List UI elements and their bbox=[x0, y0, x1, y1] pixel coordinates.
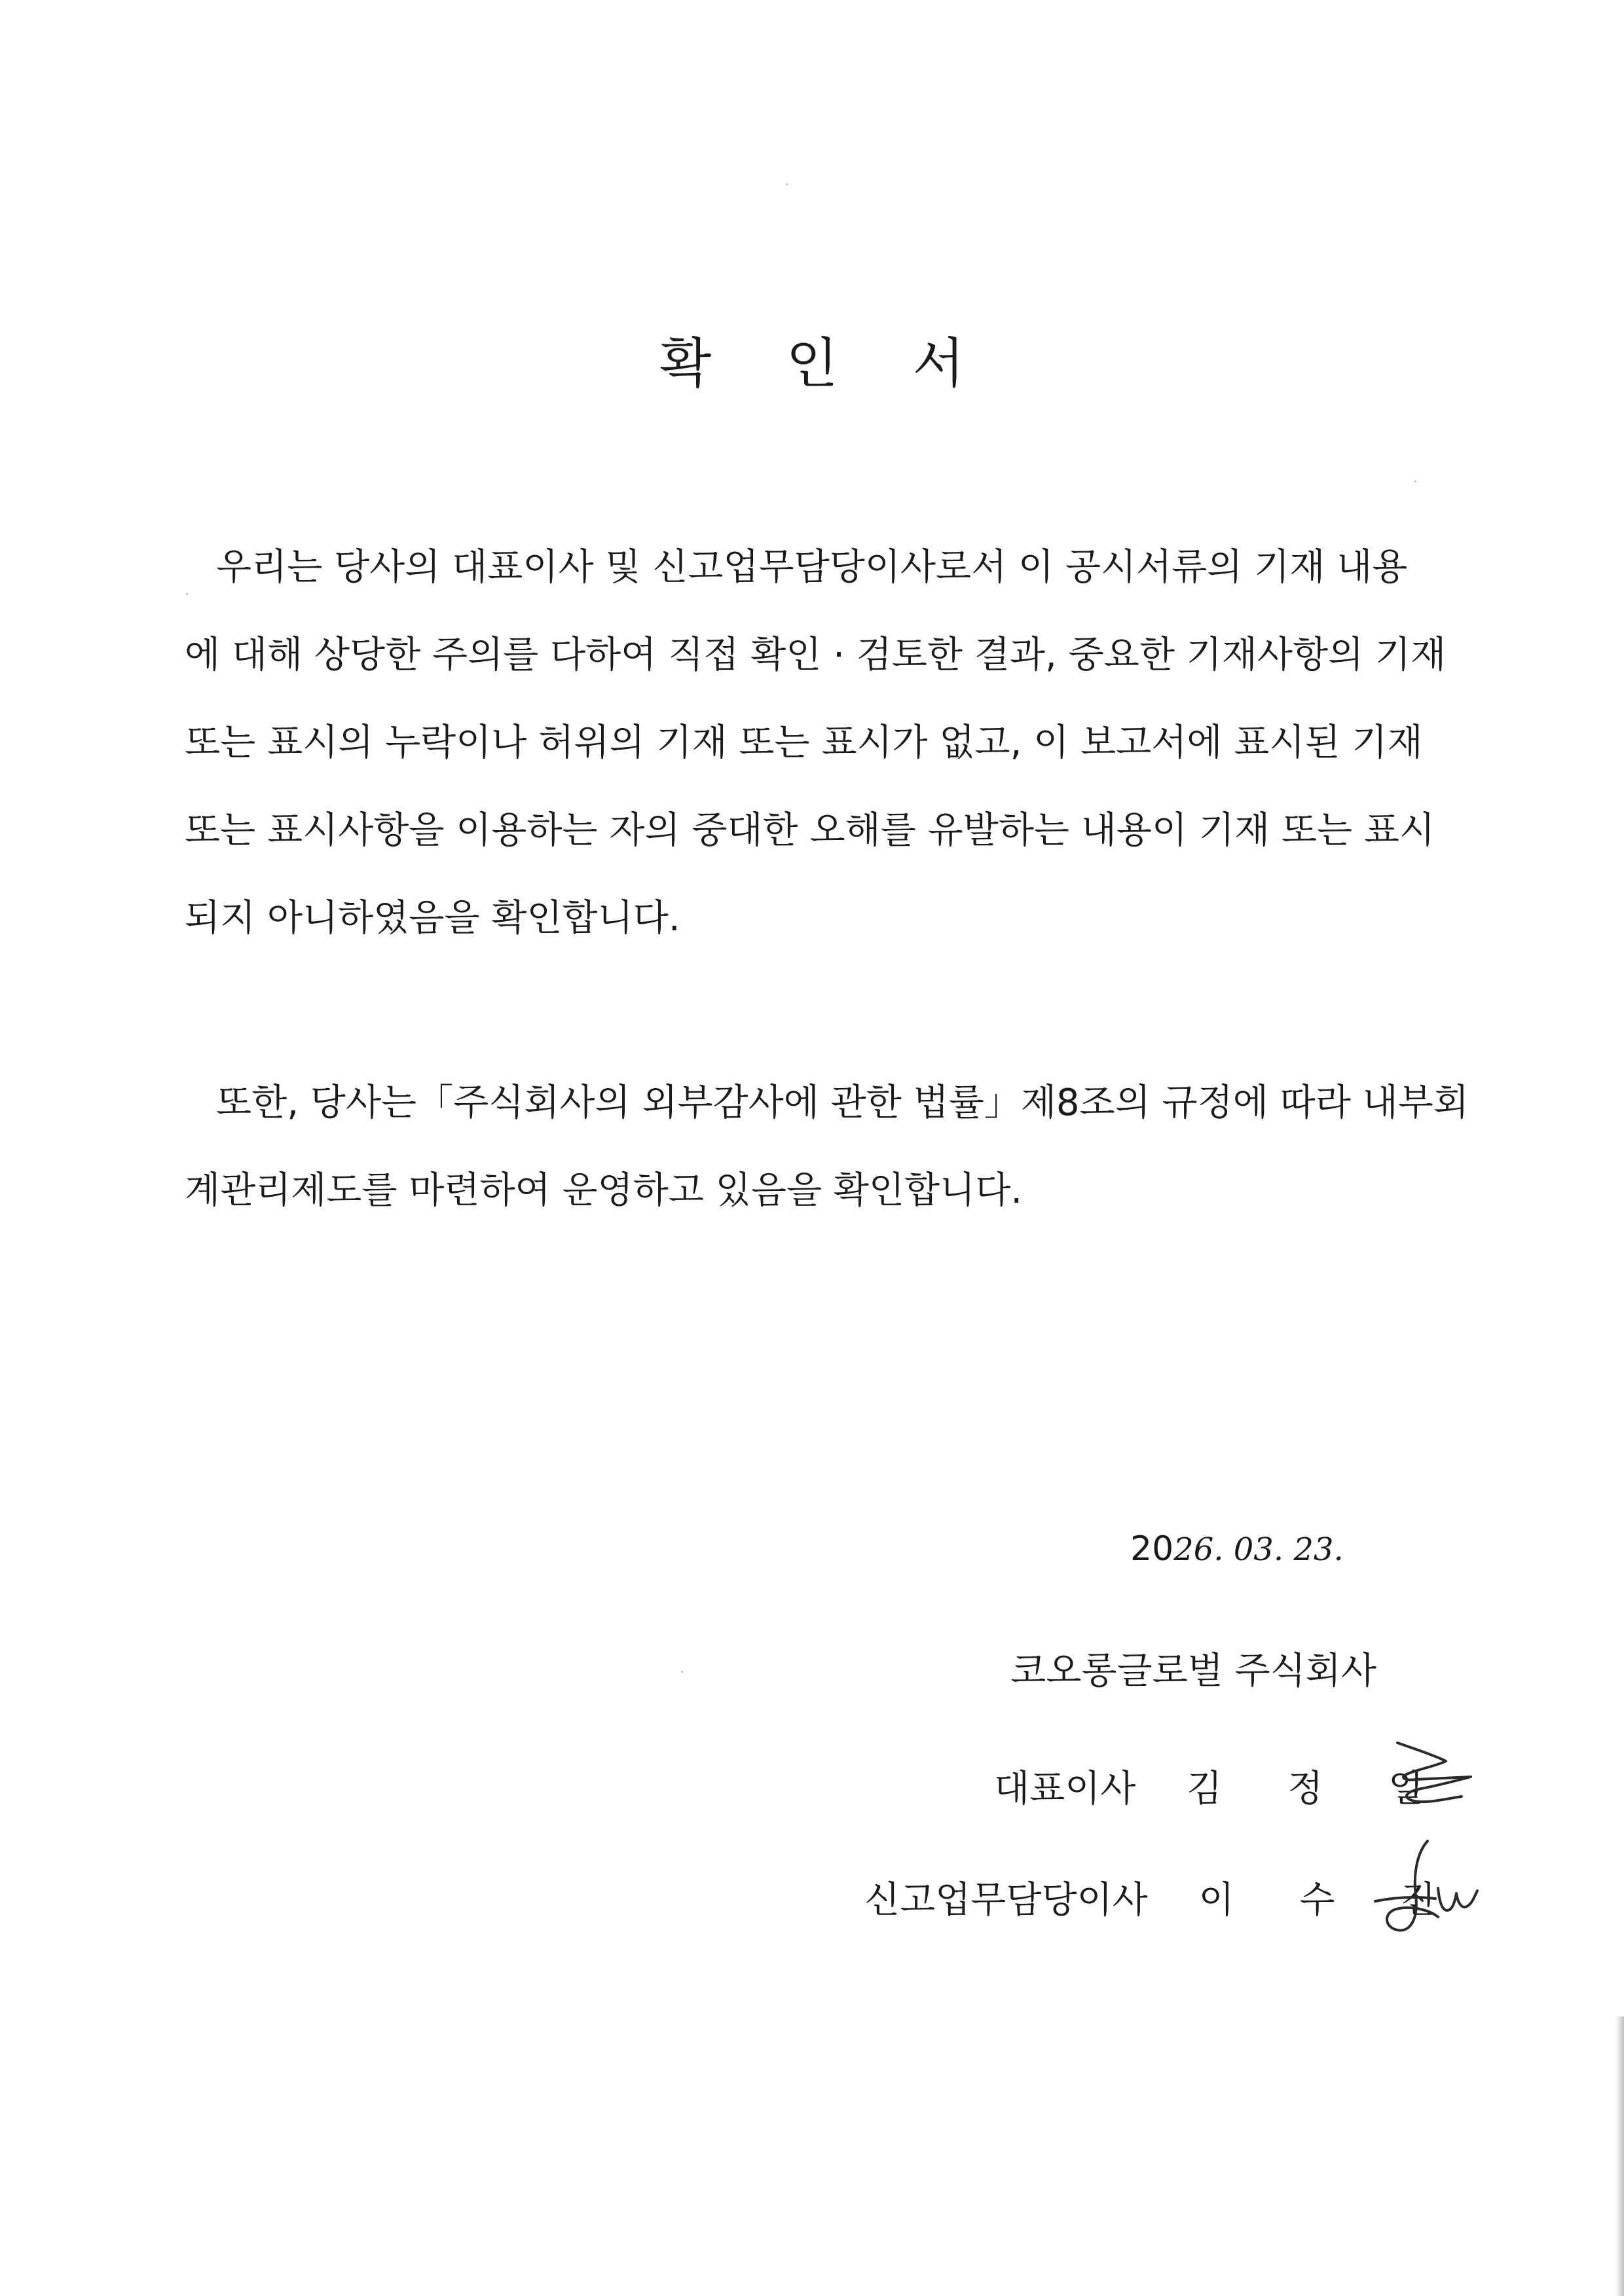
date-printed-prefix: 20 bbox=[1130, 1529, 1174, 1569]
date-handwritten: 26. 03. 23. bbox=[1173, 1531, 1344, 1568]
signer-disclosure-officer bbox=[864, 1871, 1436, 1923]
signer-ceo bbox=[994, 1760, 1424, 1812]
confirmation-paragraph bbox=[185, 524, 1447, 962]
scan-speck bbox=[786, 183, 788, 185]
paragraph-line: 또는 표시의 누락이나 허위의 기재 또는 표시가 없고, 이 보고서에 표시된 기재 bbox=[185, 721, 1423, 764]
paragraph-line: 우리는 당사의 대표이사 및 신고업무담당이사로서 이 공시서류의 기재 내용 bbox=[216, 546, 1408, 589]
signer-role: 대표이사 bbox=[994, 1768, 1136, 1810]
paragraph-line: 되지 아니하였음을 확인합니다. bbox=[185, 897, 680, 939]
paragraph-line: 또한, 당사는「주식회사의 외부감사에 관한 법률」제8조의 규정에 따라 내부회 bbox=[216, 1082, 1469, 1124]
paragraph-line: 계관리제도를 마련하여 운영하고 있음을 확인합니다. bbox=[185, 1169, 1023, 1212]
page-title: 확 인 서 bbox=[659, 333, 993, 395]
signer-name-char: 이 bbox=[1198, 1879, 1234, 1922]
scan-speck bbox=[1414, 481, 1416, 483]
paragraph-line: 또는 표시사항을 이용하는 자의 중대한 오해를 유발하는 내용이 기재 또는 표시 bbox=[185, 809, 1435, 852]
scan-speck bbox=[186, 593, 188, 595]
scan-speck bbox=[681, 1671, 683, 1673]
signer-name-char: 일 bbox=[1388, 1768, 1424, 1810]
signer-name-char: 수 bbox=[1299, 1879, 1335, 1922]
signer-name-char: 정 bbox=[1287, 1768, 1323, 1810]
internal-control-paragraph bbox=[185, 1059, 1469, 1235]
paragraph-line: 에 대해 상당한 주의를 다하여 직접 확인 · 검토한 결과, 중요한 기재사항의 기재 bbox=[185, 634, 1447, 676]
signer-role: 신고업무담당이사 bbox=[864, 1879, 1148, 1922]
signer-name-char: 김 bbox=[1187, 1768, 1223, 1810]
company-name: 코오롱글로벌 주식회사 bbox=[1010, 1650, 1376, 1692]
document-date bbox=[1130, 1529, 1344, 1569]
signer-name-char: 진 bbox=[1400, 1879, 1436, 1922]
scan-edge-shadow bbox=[1615, 2016, 1624, 2296]
